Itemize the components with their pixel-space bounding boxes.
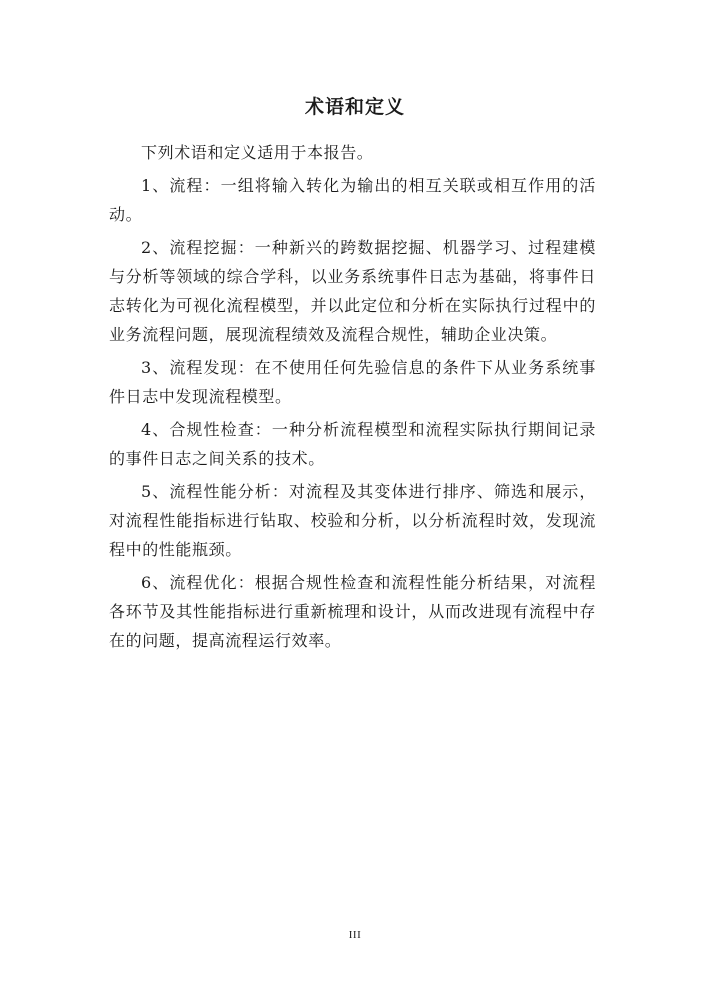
definition-conformance-checking: 4、合规性检查：一种分析流程模型和流程实际执行期间记录的事件日志之间关系的技术。	[109, 420, 596, 468]
definition-process-performance-analysis: 5、流程性能分析：对流程及其变体进行排序、筛选和展示，对流程性能指标进行钻取、校验和分析，以分析流程时效，发现流程中的性能瓶颈。	[109, 482, 596, 559]
page-number: III	[348, 929, 362, 941]
document-body	[109, 138, 596, 659]
intro-paragraph: 下列术语和定义适用于本报告。	[141, 143, 374, 162]
definition-process: 1、流程：一组将输入转化为输出的相互关联或相互作用的活动。	[109, 176, 596, 224]
definition-process-mining: 2、流程挖掘：一种新兴的跨数据挖掘、机器学习、过程建模与分析等领域的综合学科，以业务系统事件日志为基础，将事件日志转化为可视化流程模型，并以此定位和分析在实际执行过程中的业务流程问题，展现流程绩效及流程合规性，辅助企业决策。	[109, 238, 596, 344]
definition-process-discovery: 3、流程发现：在不使用任何先验信息的条件下从业务系统事件日志中发现流程模型。	[109, 358, 596, 406]
definition-process-optimization: 6、流程优化：根据合规性检查和流程性能分析结果，对流程各环节及其性能指标进行重新梳理和设计，从而改进现有流程中存在的问题，提高流程运行效率。	[109, 573, 596, 650]
page-title: 术语和定义	[304, 96, 405, 118]
